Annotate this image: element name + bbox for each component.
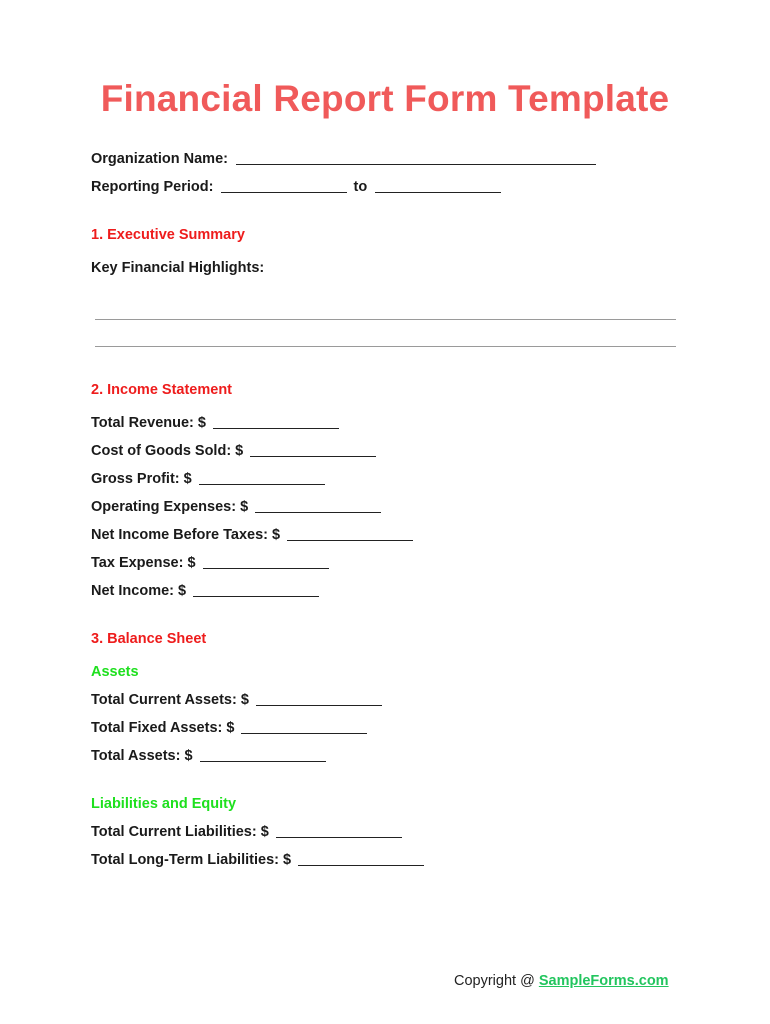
total-assets-field[interactable]: [200, 748, 326, 762]
liabilities-equity-heading: Liabilities and Equity: [91, 796, 237, 812]
gross-profit-field[interactable]: [199, 471, 325, 485]
reporting-period-end-field[interactable]: [375, 179, 501, 193]
highlights-line-2[interactable]: [95, 346, 676, 347]
liabilities-field-row: [91, 824, 402, 840]
total-long-term-liabilities-field[interactable]: [298, 852, 424, 866]
highlights-line-1[interactable]: [95, 319, 676, 320]
copyright-footer: [454, 973, 669, 989]
total-current-assets-label: Total Current Assets: $: [91, 692, 249, 708]
gross-profit-label: Gross Profit: $: [91, 471, 192, 487]
reporting-period-to-label: to: [353, 179, 368, 195]
total-current-liabilities-label: Total Current Liabilities: $: [91, 824, 269, 840]
total-fixed-assets-field[interactable]: [241, 720, 367, 734]
total-fixed-assets-label: Total Fixed Assets: $: [91, 720, 235, 736]
organization-name-label: Organization Name:: [91, 151, 228, 167]
operating-expenses-label: Operating Expenses: $: [91, 499, 249, 515]
assets-heading: Assets: [91, 664, 139, 680]
reporting-period-start-field[interactable]: [221, 179, 347, 193]
income-statement-heading: 2. Income Statement: [91, 382, 233, 398]
income-field-row: [91, 443, 376, 459]
copyright-text: Copyright @: [454, 973, 535, 989]
total-revenue-label: Total Revenue: $: [91, 415, 206, 431]
total-long-term-liabilities-label: Total Long-Term Liabilities: $: [91, 852, 292, 868]
cost-of-goods-sold-field[interactable]: [250, 443, 376, 457]
assets-field-row: [91, 692, 382, 708]
net-income-field[interactable]: [193, 583, 319, 597]
tax-expense-field[interactable]: [203, 555, 329, 569]
operating-expenses-field[interactable]: [255, 499, 381, 513]
balance-sheet-heading: 3. Balance Sheet: [91, 631, 207, 647]
page-title: Financial Report Form Template: [100, 78, 670, 119]
reporting-period-row: [91, 179, 501, 195]
income-field-row: [91, 471, 325, 487]
income-field-row: [91, 415, 339, 431]
organization-name-row: [91, 151, 596, 167]
total-current-assets-field[interactable]: [256, 692, 382, 706]
income-field-row: [91, 527, 413, 543]
total-revenue-field[interactable]: [213, 415, 339, 429]
organization-name-field[interactable]: [236, 151, 596, 165]
assets-field-row: [91, 720, 367, 736]
net-income-before-taxes-field[interactable]: [287, 527, 413, 541]
executive-summary-heading: 1. Executive Summary: [91, 227, 245, 243]
cost-of-goods-sold-label: Cost of Goods Sold: $: [91, 443, 244, 459]
net-income-label: Net Income: $: [91, 583, 187, 599]
total-current-liabilities-field[interactable]: [276, 824, 402, 838]
total-assets-label: Total Assets: $: [91, 748, 193, 764]
tax-expense-label: Tax Expense: $: [91, 555, 196, 571]
assets-field-row: [91, 748, 326, 764]
income-field-row: [91, 583, 319, 599]
liabilities-field-row: [91, 852, 424, 868]
reporting-period-label: Reporting Period:: [91, 179, 214, 195]
net-income-before-taxes-label: Net Income Before Taxes: $: [91, 527, 281, 543]
income-field-row: [91, 555, 329, 571]
income-field-row: [91, 499, 381, 515]
sampleforms-link[interactable]: SampleForms.com: [538, 973, 669, 989]
key-highlights-label: Key Financial Highlights:: [91, 260, 265, 276]
